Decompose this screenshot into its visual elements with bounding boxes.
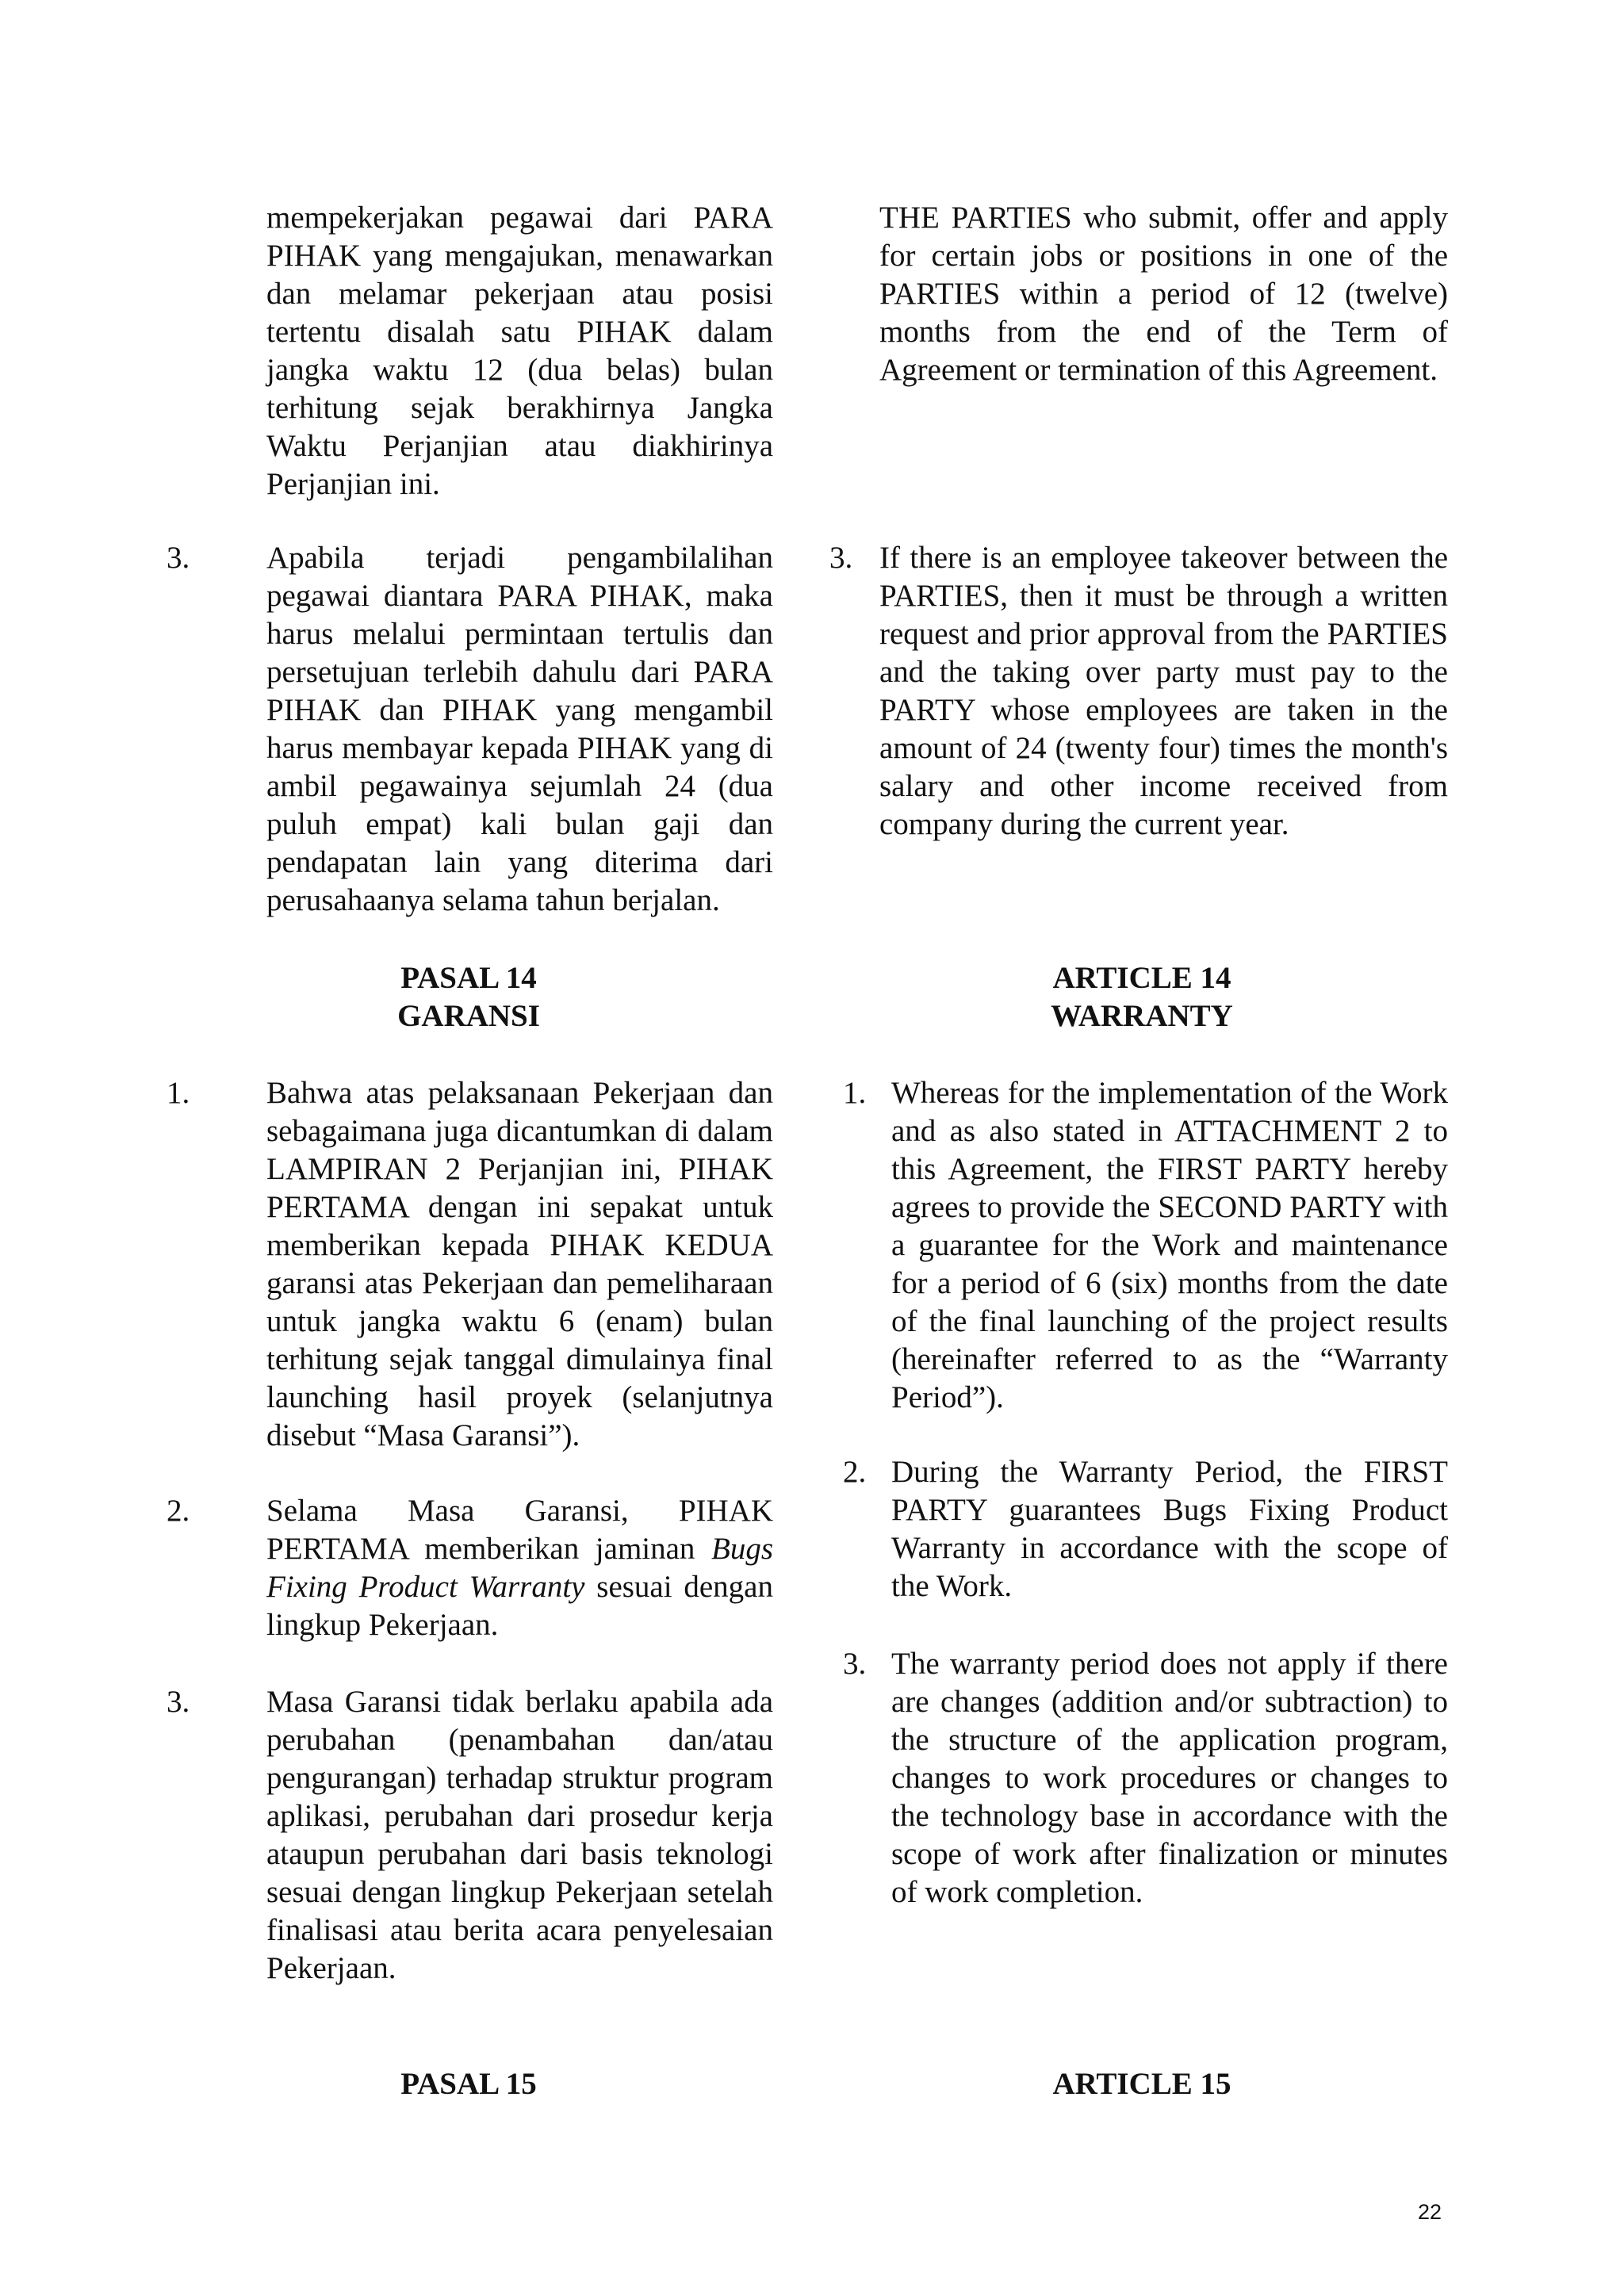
right-warranty-3-text: The warranty period does not apply if there are changes (addition and/or subtraction) to the structure of the application program, changes to work procedures or changes to the technology base in accordance with the scope of work after finalization or minutes of work completion. [891,1647,1448,1909]
left-garansi-1-number: 1. [167,1076,190,1110]
left-garansi-2 [266,1492,773,1644]
left-garansi-2-post: sesuai dengan lingkup Pekerjaan. [266,1570,773,1642]
pasal-14-title: PASAL 14 [400,961,537,995]
right-item-3-number: 3. [829,541,853,575]
right-item-3-text: If there is an employee takeover between the PARTIES, then it must be through a written request and prior approval from the PARTIES and the taking over party must pay to the PARTY whose employees are taken in the amount of 24 (twenty four) times the month's salary and other income received from company during the current year. [879,541,1448,841]
article-15-heading [944,2065,1340,2103]
article-14-heading [944,959,1340,1035]
right-warranty-3 [891,1645,1448,1911]
right-warranty-3-number: 3. [843,1647,867,1681]
right-warranty-2-number: 2. [843,1455,867,1489]
right-item-3 [879,539,1448,844]
right-warranty-1 [891,1074,1448,1417]
left-item-3 [266,539,773,920]
left-garansi-2-pre: Selama Masa Garansi, PIHAK PERTAMA memberikan jaminan [266,1494,773,1566]
right-intro-text: THE PARTIES who submit, offer and apply for certain jobs or positions in one of the PARTIES within a period of 12 (twelve) months from the end of the Term of Agreement or termination of this Agreement. [879,201,1448,387]
left-garansi-3-text: Masa Garansi tidak berlaku apabila ada perubahan (penambahan dan/atau pengurangan) terhadap struktur program aplikasi, perubahan dari prosedur kerja ataupun perubahan dari basis teknologi sesuai dengan lingkup Pekerjaan setelah finalisasi atau berita acara penyelesaian Pekerjaan. [266,1685,773,1985]
left-garansi-2-number: 2. [167,1494,190,1528]
left-garansi-2-italic: Bugs Fixing Product Warranty [266,1532,773,1604]
pasal-15-heading [266,2065,671,2103]
page-number: 22 [1417,2200,1442,2224]
right-intro-paragraph [879,199,1448,389]
left-garansi-2-text [266,1492,773,1644]
left-item-3-number: 3. [167,541,190,575]
left-intro-text: mempekerjakan pegawai dari PARA PIHAK yang mengajukan, menawarkan dan melamar pekerjaan atau posisi tertentu disalah satu PIHAK dalam jangka waktu 12 (dua belas) bulan terhitung sejak berakhirnya Jangka Waktu Perjanjian atau diakhirinya Perjanjian ini. [266,201,773,501]
left-garansi-1-text: Bahwa atas pelaksanaan Pekerjaan dan sebagaimana juga dicantumkan di dalam LAMPIRAN 2 Perjanjian ini, PIHAK PERTAMA dengan ini sepakat untuk memberikan kepada PIHAK KEDUA garansi atas Pekerjaan dan pemeliharaan untuk jangka waktu 6 (enam) bulan terhitung sejak tanggal dimulainya final launching hasil proyek (selanjutnya disebut “Masa Garansi”). [266,1076,773,1452]
right-warranty-1-text: Whereas for the implementation of the Work and as also stated in ATTACHMENT 2 to this Agreement, the FIRST PARTY hereby agrees to provide the SECOND PARTY with a guarantee for the Work and maintenance for a period of 6 (six) months from the date of the final launching of the project results (hereinafter referred to as the “Warranty Period”). [891,1076,1448,1414]
left-item-3-text: Apabila terjadi pengambilalihan pegawai diantara PARA PIHAK, maka harus melalui permintaan tertulis dan persetujuan terlebih dahulu dari PARA PIHAK dan PIHAK yang mengambil harus membayar kepada PIHAK yang di ambil pegawainya sejumlah 24 (dua puluh empat) kali bulan gaji dan pendapatan lain yang diterima dari perusahaanya selama tahun berjalan. [266,541,773,917]
right-warranty-1-number: 1. [843,1076,867,1110]
left-garansi-1 [266,1074,773,1455]
left-intro-paragraph [266,199,773,503]
article-15-title: ARTICLE 15 [1052,2067,1231,2101]
pasal-14-heading [266,959,671,1035]
article-14-title: ARTICLE 14 [1052,961,1231,995]
left-garansi-3-number: 3. [167,1685,190,1719]
pasal-15-title: PASAL 15 [400,2067,537,2101]
article-14-subtitle: WARRANTY [1051,999,1233,1033]
right-warranty-2-text: During the Warranty Period, the FIRST PARTY guarantees Bugs Fixing Product Warranty in accordance with the scope of the Work. [891,1455,1448,1603]
right-warranty-2 [891,1453,1448,1605]
pasal-14-subtitle: GARANSI [397,999,540,1033]
left-garansi-3 [266,1683,773,1988]
